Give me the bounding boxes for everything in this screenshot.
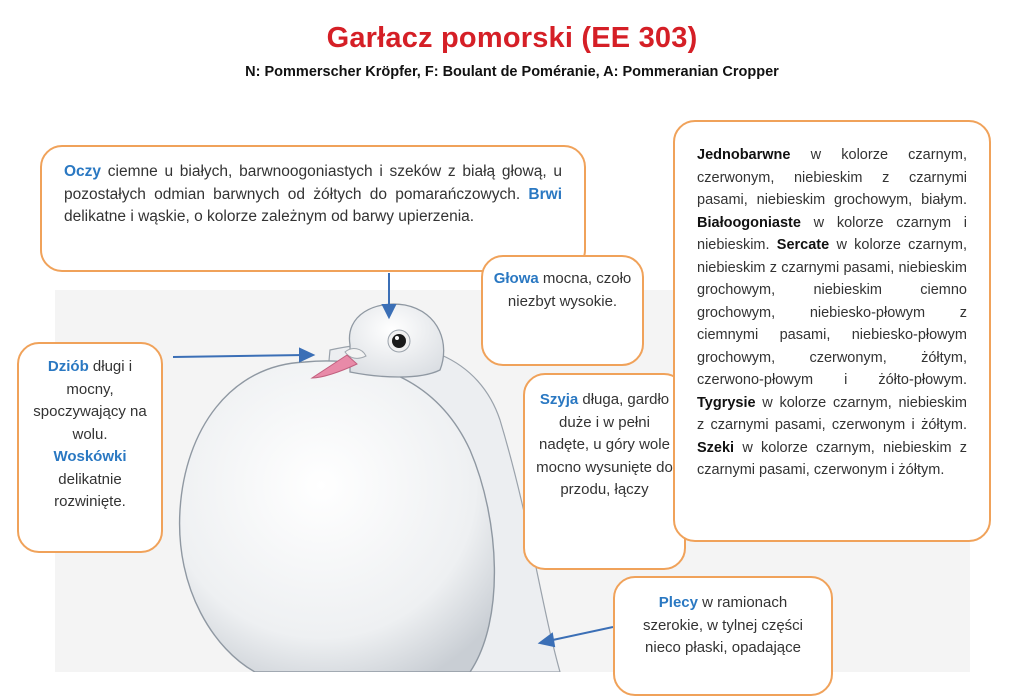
page-title: Garłacz pomorski (EE 303) — [326, 22, 698, 54]
brows-text: delikatne i wąskie, o kolorze zależnym od barwy upierzenia. — [64, 208, 475, 225]
page-subtitle: N: Pommerscher Kröpfer, F: Boulant de Poméranie, A: Pommeranian Cropper — [245, 64, 779, 80]
head-info-box — [481, 255, 644, 366]
beak-keyword: Dziób — [47, 358, 89, 375]
heart-marked-text: w kolorze czarnym, niebieskim z czarnymi pasami, niebieskim grochowym, niebieskim ciemno grochowym, niebiesko-płowym z ciemnymi pasami, niebiesko-płowym grochowym, czerwonym, żółtym, czerwono-płowym i żółto-płowym. — [697, 237, 967, 388]
back-info-box — [613, 576, 833, 696]
neck-text: długa, gardło duże i w pełni nadęte, u góry wole mocno wysunięte do przodu, łączy — [536, 391, 673, 498]
head-text: mocna, czoło niezbyt wysokie. — [507, 270, 632, 310]
head-keyword: Głowa — [493, 270, 539, 287]
white-tailed-text: w kolorze czarnym i niebieskim. — [697, 214, 967, 253]
cere-keyword: Woskówki — [53, 448, 127, 465]
eyes-text: ciemne u białych, barwnoogoniastych i szeków z białą głową, u pozostałych odmian barwnych od żółtych do pomarańczowych. — [64, 163, 562, 203]
color-varieties-box — [673, 120, 991, 542]
back-text: w ramionach szerokie, w tylnej części nieco płaski, opadające — [642, 594, 804, 656]
tiger-text: w kolorze czarnym, niebieskim z czarnymi pasami, czerwonym i żółtym. — [697, 394, 967, 433]
back-keyword: Plecy — [658, 594, 698, 611]
self-colored-text: w kolorze czarnym, czerwonym, niebieskim z czarnymi pasami, niebieskim grochowym, białym. — [697, 147, 967, 208]
brows-keyword: Brwi — [528, 185, 562, 203]
cere-text: delikatnie rozwinięte. — [54, 470, 126, 510]
tiger-keyword: Tygrysie — [697, 394, 756, 411]
heart-marked-keyword: Sercate — [776, 237, 830, 253]
self-colored-keyword: Jednobarwne — [697, 147, 791, 163]
neck-info-box — [523, 373, 686, 570]
beak-text: długi i mocny, spoczywający na wolu. — [33, 358, 147, 443]
eyes-info-box — [40, 145, 586, 272]
neck-keyword: Szyja — [539, 391, 579, 408]
magpie-keyword: Szeki — [697, 439, 735, 456]
magpie-text: w kolorze czarnym, niebieskim z czarnymi pasami, czerwonym i żółtym. — [697, 439, 967, 478]
beak-info-box — [17, 342, 163, 553]
white-tailed-keyword: Białoogoniaste — [697, 214, 801, 231]
eyes-keyword: Oczy — [64, 163, 102, 180]
